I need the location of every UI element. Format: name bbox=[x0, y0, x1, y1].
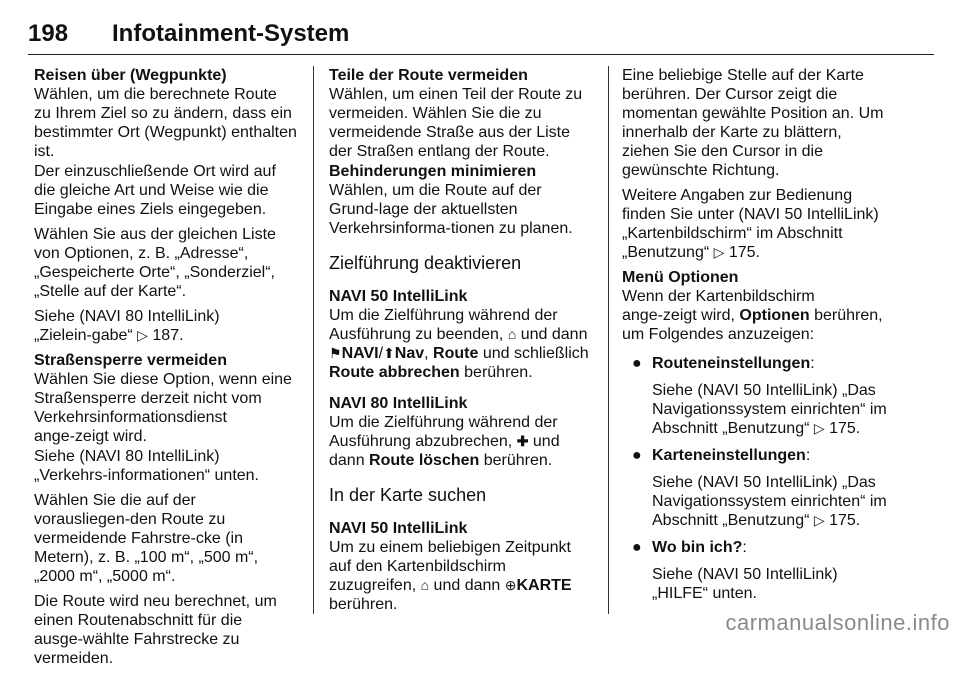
page-ref-icon: ▷ bbox=[137, 327, 148, 343]
page-header bbox=[28, 18, 934, 55]
column-left bbox=[34, 66, 298, 674]
home-icon: ⌂ bbox=[420, 577, 430, 593]
chapter-heading: Zielführung deaktivieren bbox=[329, 253, 522, 273]
watermark: carmanualsonline.info bbox=[725, 610, 950, 635]
map-icon: ⊕ bbox=[504, 577, 517, 593]
section-heading: Teile der Route vermeiden bbox=[329, 67, 528, 84]
paragraph: Wählen, um die berechnete Route zu Ihrem Ziel so zu ändern, dass ein bestimmter Ort (Wegpunkt) enthalten ist. bbox=[34, 86, 297, 160]
column-divider bbox=[313, 66, 314, 614]
paragraph: Wählen, um die Route auf der Grund‑lage der aktuellsten Verkehrsinforma‑tionen zu planen. bbox=[329, 182, 573, 237]
page-number: 198 bbox=[28, 20, 69, 47]
subheading: NAVI 50 IntelliLink bbox=[329, 288, 468, 305]
flag-icon: ⚑ bbox=[329, 345, 342, 361]
section-heading: Menü Optionen bbox=[622, 269, 739, 286]
paragraph: Wenn der Kartenbildschirm ange‑zeigt wird, Optionen berühren, um Folgendes anzuzeigen: bbox=[622, 288, 883, 343]
paragraph: Um die Zielführung während der Ausführung zu beenden, ⌂ und dann ⚑NAVI/⬆Nav, Route und schließlich Route abbrechen berühren. bbox=[329, 307, 589, 381]
paragraph: Siehe (NAVI 80 IntelliLink) „Zielein‑gabe“ ▷ 187. bbox=[34, 308, 220, 344]
chapter-heading: In der Karte suchen bbox=[329, 485, 487, 505]
paragraph: Eine beliebige Stelle auf der Karte berühren. Der Cursor zeigt die momentan gewählte Position an. Um innerhalb der Karte zu blättern, ziehen Sie den Cursor in die gewünschte Richtung. bbox=[622, 67, 884, 179]
paragraph: Wählen Sie diese Option, wenn eine Straßensperre derzeit nicht vom Verkehrsinformationsdienst ange‑zeigt wird. bbox=[34, 371, 292, 445]
paragraph: Wählen, um einen Teil der Route zu vermeiden. Wählen Sie die zu vermeidende Straße aus der Liste der Straßen entlang der Route. bbox=[329, 86, 583, 160]
paragraph: Wählen Sie aus der gleichen Liste von Optionen, z. B. „Adresse“, „Gespeicherte Orte“, „Sonderziel“, „Stelle auf der Karte“. bbox=[34, 226, 276, 300]
paragraph: Der einzuschließende Ort wird auf die gleiche Art und Weise wie die Eingabe eines Ziels eingegeben. bbox=[34, 163, 276, 218]
page-ref-icon: ▷ bbox=[813, 512, 825, 528]
paragraph: Um die Zielführung während der Ausführung abzubrechen, ✚ und dann Route löschen berühren. bbox=[329, 414, 560, 469]
column-middle bbox=[329, 66, 597, 615]
section-heading: Reisen über (Wegpunkte) bbox=[34, 67, 227, 84]
column-right bbox=[622, 66, 892, 611]
bullet-list bbox=[622, 354, 892, 603]
page-ref-icon: ▷ bbox=[813, 420, 825, 436]
page-ref-icon: ▷ bbox=[713, 244, 725, 260]
cross-icon: ✚ bbox=[516, 433, 529, 449]
page-title: Infotainment-System bbox=[112, 20, 350, 47]
section-heading: Behinderungen minimieren bbox=[329, 163, 537, 180]
paragraph: Wählen Sie die auf der vorausliegen‑den Route zu vermeidende Fahrstre‑cke (in Metern), z. B. „100 m“, „500 m“, „2000 m“, „5000 m“. bbox=[34, 492, 259, 585]
subheading: NAVI 50 IntelliLink bbox=[329, 520, 468, 537]
bullet-icon: ● bbox=[632, 539, 642, 556]
list-item: ● Karteneinstellungen: Siehe (NAVI 50 IntelliLink) „Das Navigationssystem einrichten“ im Abschnitt „Benutzung“ ▷ 175. bbox=[632, 447, 887, 529]
paragraph: Um zu einem beliebigen Zeitpunkt auf den Kartenbildschirm zuzugreifen, ⌂ und dann ⊕KARTE berühren. bbox=[329, 539, 572, 613]
home-icon: ⌂ bbox=[507, 326, 517, 342]
arrow-up-icon: ⬆ bbox=[383, 345, 395, 361]
column-divider bbox=[608, 66, 609, 614]
bullet-icon: ● bbox=[632, 447, 642, 464]
paragraph: Weitere Angaben zur Bedienung finden Sie unter (NAVI 50 IntelliLink) „Kartenbildschirm“ im Abschnitt „Benutzung“ ▷ 175. bbox=[622, 187, 879, 261]
bullet-icon: ● bbox=[632, 355, 642, 372]
subheading: NAVI 80 IntelliLink bbox=[329, 395, 468, 412]
paragraph: Siehe (NAVI 80 IntelliLink) „Verkehrs‑informationen“ unten. bbox=[34, 448, 259, 484]
section-heading: Straßensperre vermeiden bbox=[34, 352, 227, 369]
list-item: ● Routeneinstellungen: Siehe (NAVI 50 IntelliLink) „Das Navigationssystem einrichten“ im Abschnitt „Benutzung“ ▷ 175. bbox=[632, 355, 887, 437]
list-item: ● Wo bin ich?: Siehe (NAVI 50 IntelliLink) „HILFE“ unten. bbox=[632, 539, 838, 602]
paragraph: Die Route wird neu berechnet, um einen Routenabschnitt für die ausge‑wählte Fahrstrecke zu vermeiden. bbox=[34, 593, 277, 667]
